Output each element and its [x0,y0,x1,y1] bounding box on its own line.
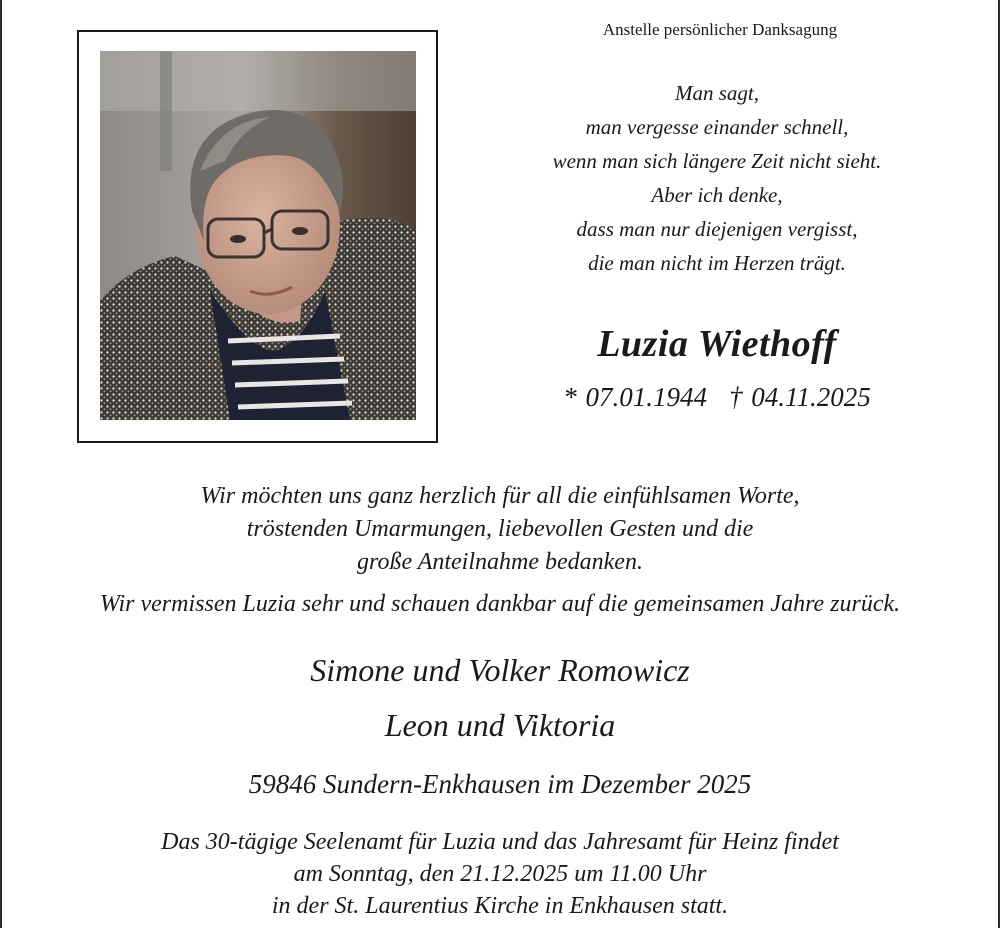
poem-line: Aber ich denke, [651,183,783,207]
thanks-text [0,480,1000,579]
poem-line: die man nicht im Herzen trägt. [588,251,846,275]
poem-line: Man sagt, [675,81,759,105]
miss-line: Wir vermissen Luzia sehr und schauen dankbar auf die gemeinsamen Jahre zurück. [99,591,901,617]
poem-line: dass man nur diejenigen vergisst, [576,217,858,241]
death-date: † 04.11.2025 [729,382,871,412]
poem [470,76,964,280]
mass-line: Das 30-tägige Seelenamt für Luzia und das Jahresamt für Heinz findet [161,829,839,855]
life-dates [470,382,964,413]
portrait-photo [100,51,416,420]
thanks-line: tröstenden Umarmungen, liebevollen Gesten und die [246,516,754,542]
place-date: 59846 Sundern-Enkhausen im Dezember 2025 [248,769,752,799]
header-note: Anstelle persönlicher Danksagung [602,20,838,39]
mass-line: in der St. Laurentius Kirche in Enkhausen statt. [271,893,729,919]
deceased-name: Luzia Wiethoff [597,323,837,365]
poem-line: man vergesse einander schnell, [585,115,849,139]
thanks-line: Wir möchten uns ganz herzlich für all die einfühlsamen Worte, [200,483,800,509]
thanks-line: große Anteilnahme bedanken. [357,549,643,575]
poem-line: wenn man sich längere Zeit nicht sieht. [552,149,882,173]
mass-notice [0,826,1000,922]
family-line: Simone und Volker Romowicz [310,652,690,688]
birth-date: * 07.01.1944 [563,382,707,412]
family-line: Leon und Viktoria [384,707,616,743]
portrait-frame [77,30,438,443]
mass-line: am Sonntag, den 21.12.2025 um 11.00 Uhr [293,861,707,887]
